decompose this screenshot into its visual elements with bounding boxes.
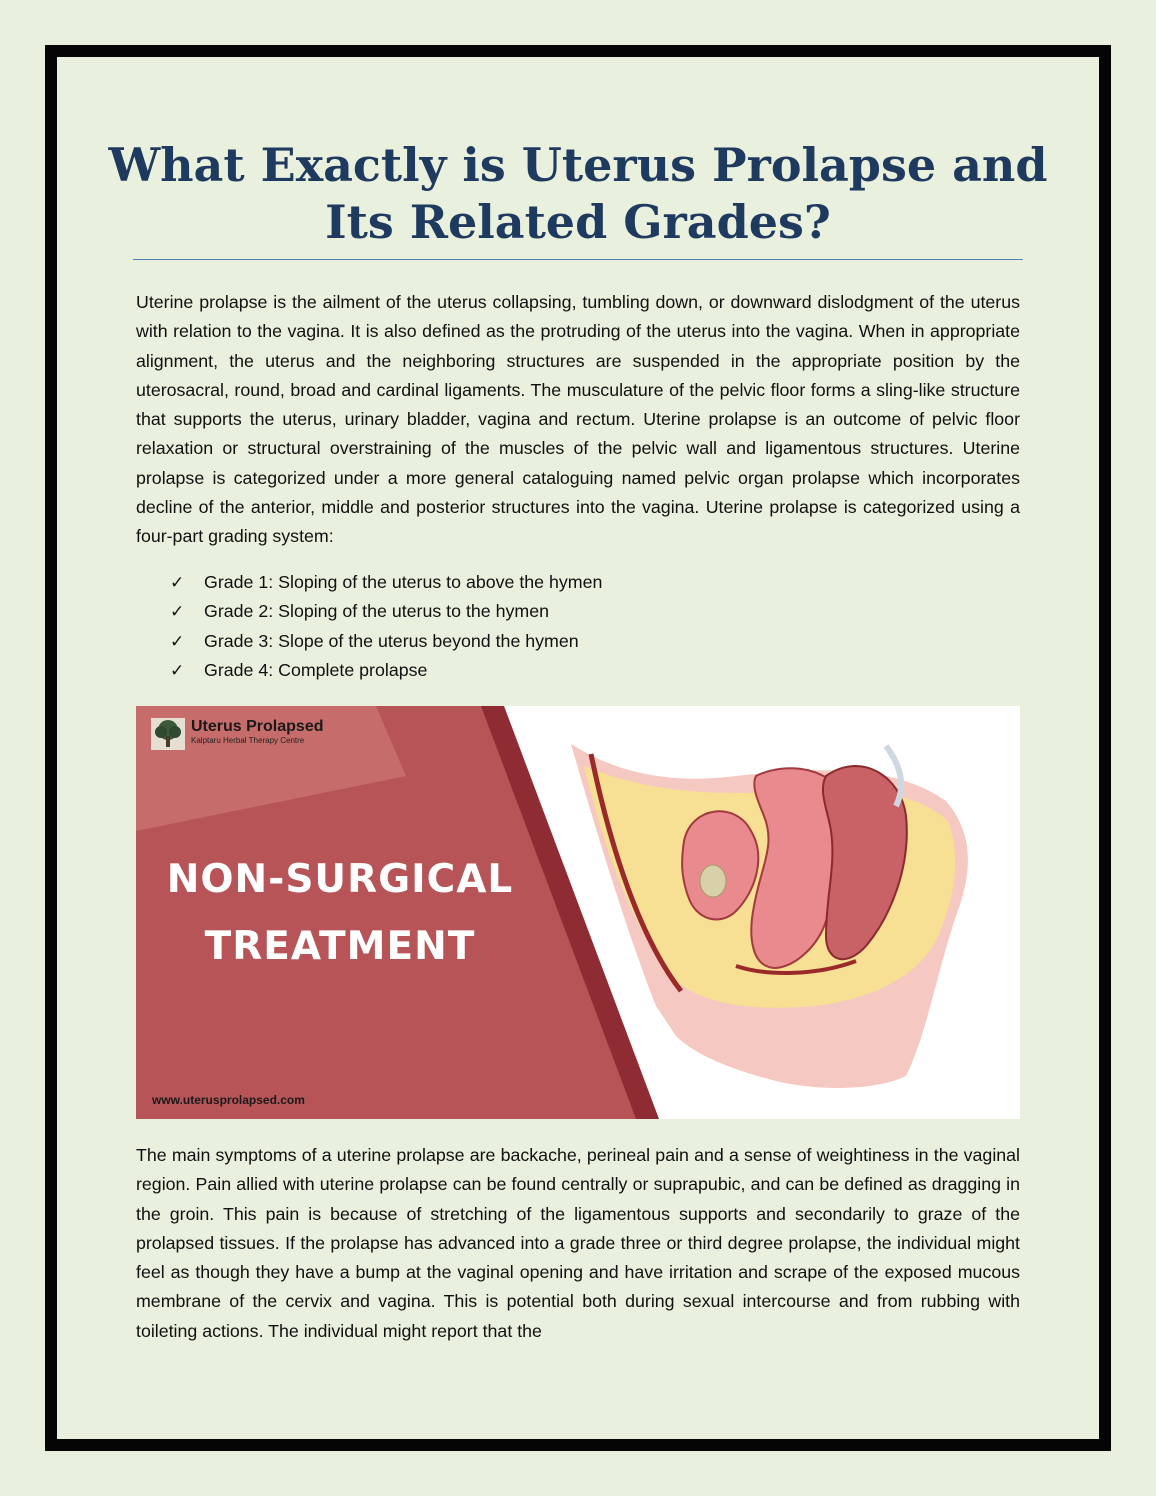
intro-paragraph: Uterine prolapse is the ailment of the uterus collapsing, tumbling down, or downward dislodgment of the uterus with relation to the vagina. It is also defined as the protruding of the uterus into the vagina. When in appropriate alignment, the uterus and the neighboring structures are suspended in the appropriate position by the uterosacral, round, broad and cardinal ligaments. The musculature of the pelvic floor forms a sling-like structure that supports the uterus, urinary bladder, vagina and rectum. Uterine prolapse is an outcome of pelvic floor relaxation or structural overstraining of the muscles of the pelvic wall and ligamentous structures. Uterine prolapse is categorized under a more general cataloguing named pelvic organ prolapse which incorporates decline of the anterior, middle and posterior structures into the vagina. Uterine prolapse is categorized using a four-part grading system: — [136, 292, 1020, 547]
checkmark-icon: ✓ — [170, 573, 185, 592]
title-line-1: What Exactly is Uterus Prolapse and — [108, 138, 1048, 192]
list-item — [170, 568, 602, 597]
checkmark-icon: ✓ — [170, 660, 185, 680]
banner-headline — [150, 846, 530, 980]
page-title — [0, 137, 1156, 251]
banner-url: www.uterusprolapsed.com — [152, 1093, 305, 1107]
symptoms-paragraph: The main symptoms of a uterine prolapse are backache, perineal pain and a sense of weightiness in the vaginal region. Pain allied with uterine prolapse can be found centrally or suprapubic, and can be defined as dragging in the groin. This pain is because of stretching of the ligamentous supports and secondarily to graze of the prolapsed tissues. If the prolapse has advanced into a grade three or third degree prolapse, the individual might feel as though they have a bump at the vaginal opening and have irritation and scrape of the exposed mucous membrane of the cervix and vagina. This is potential both during sexual intercourse and from rubbing with toileting actions. The individual might report that the — [136, 1145, 1020, 1341]
logo-subtitle: Kalptaru Herbal Therapy Centre — [191, 736, 305, 745]
headline-line-1: NON-SURGICAL — [166, 857, 514, 902]
grade-text: Grade 3: Slope of the uterus beyond the hymen — [204, 630, 579, 651]
grade-text: Grade 4: Complete prolapse — [204, 659, 428, 680]
headline-line-2: TREATMENT — [204, 924, 476, 969]
title-underline — [133, 259, 1023, 260]
treatment-banner-image — [136, 706, 1020, 1119]
checkmark-icon: ✓ — [170, 602, 185, 622]
grade-text: Grade 2: Sloping of the uterus to the hymen — [204, 601, 549, 622]
logo-name: Uterus Prolapsed — [191, 718, 324, 735]
list-item — [170, 656, 602, 685]
banner-logo — [151, 718, 323, 750]
list-item — [170, 627, 602, 656]
list-item — [170, 597, 602, 626]
title-line-2: Its Related Grades? — [325, 195, 831, 249]
grade-text: Grade 1: Sloping of the uterus to above the hymen — [204, 572, 603, 592]
tree-logo-icon — [151, 718, 185, 750]
grade-list — [170, 568, 602, 685]
pelvis-illustration — [571, 744, 968, 1088]
checkmark-icon: ✓ — [170, 631, 185, 651]
